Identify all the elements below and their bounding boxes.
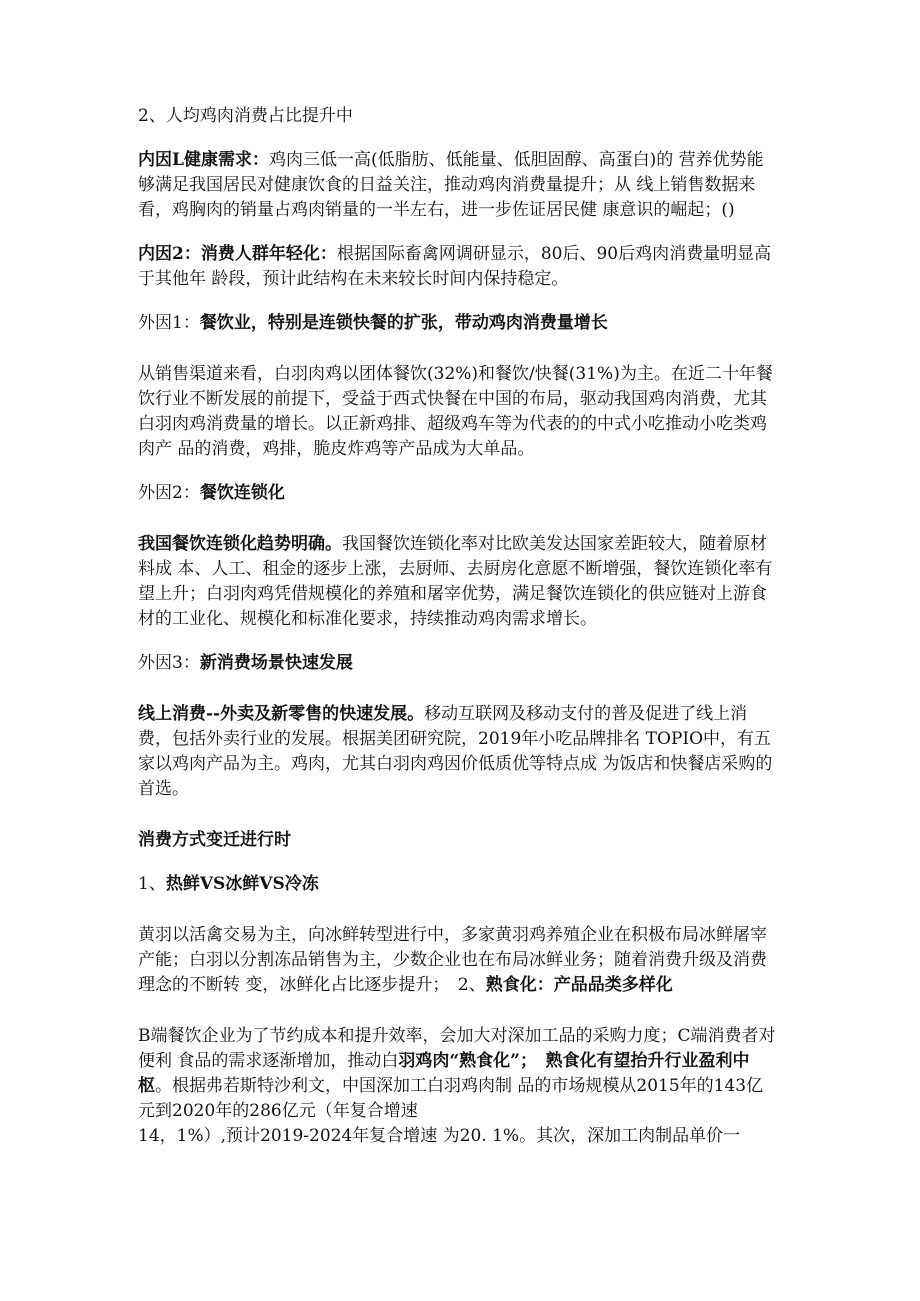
paragraph-sales-channels: 从销售渠道来看，白羽肉鸡以团体餐饮(32%)和餐饮/快餐(31%)为主。在近二十年餐饮行业不断发展的前提下，受益于西式快餐在中国的布局，驱动我国鸡肉消费，尤其白羽肉鸡消费量的增长。以正新鸡排、超级鸡车等为代表的的中式小吃推动小吃类鸡肉产 品的消费，鸡排，脆皮炸鸡等产品成为大单品。	[138, 364, 773, 459]
heading-external-factor-2: 外因2：餐饮连锁化	[138, 483, 285, 503]
document-page	[138, 104, 780, 1149]
paragraph-chain-restaurants	[138, 532, 780, 632]
paragraph-fresh-frozen: 黄羽以活禽交易为主，向冰鲜转型进行中，多家黄羽鸡养殖企业在积极布局冰鲜屠宰产能；白羽以分割冻品销售为主，少数企业也在布局冰鲜业务；随着消费升级及消费理念的不断转 变，冰鲜化占比逐步提升； 2、熟食化：产品品类多样化	[138, 925, 767, 995]
paragraph-body: 移动互联网及移动支付的普及促进了线上消费，包括外卖行业的发展。根据美团研究院，2019年小吃品牌排名 TOPIO中，有五家以鸡肉产品为主。鸡肉，尤其白羽肉鸡因价低质优等特点成 为饭店和快餐店采购的首选。	[138, 704, 773, 799]
paragraph-health-demand	[138, 148, 780, 223]
paragraph-body: 鸡肉三低一高(低脂肪、低能量、低胆固醇、高蛋白)的 营养优势能够满足我国居民对健康饮食的日益关注，推动鸡肉消费量提升；从 线上销售数据来看，鸡胸肉的销量占鸡肉销量的一半左右，进一步佐证居民健 康意识的崛起；()	[138, 150, 764, 220]
paragraph-lead: 内因L健康需求：	[138, 150, 269, 170]
subheading-fresh-vs-frozen: 1、热鲜VS冰鲜VS冷冻	[138, 874, 319, 894]
paragraph-body: 根据国际畜禽网调研显示，80后、90后鸡肉消费量明显高于其他年 龄段，预计此结构在未来较长时间内保持稳定。	[138, 244, 772, 289]
paragraph-lead: 内因2：消费人群年轻化：	[138, 244, 337, 264]
paragraph-lead: 线上消费--外卖及新零售的快速发展。	[138, 704, 425, 724]
paragraph-cooked-food: B端餐饮企业为了节约成本和提升效率，会加大对深加工品的采购力度；C端消费者对便利 食品的需求逐渐增加，推动白羽鸡肉“熟食化”； 熟食化有望抬升行业盈利中枢。根据弗若斯特沙利文，中国深加工白羽鸡肉制 品的市场规模从2015年的143亿元到2020年的286亿元（年复合增速 14，1%）,预计2019-2024年复合增速 为20. 1%。其次，深加工肉制品单价一	[138, 1026, 776, 1146]
paragraph-body: 我国餐饮连锁化率对比欧美发达国家差距较大，随着原材料成 本、人工、租金的逐步上涨，去厨师、去厨房化意愿不断增强，餐饮连锁化率有望上升；白羽肉鸡凭借规模化的养殖和屠宰优势，满足餐饮连锁化的供应链对上游食材的工业化、规模化和标准化要求，持续推动鸡肉需求增长。	[138, 534, 773, 629]
paragraph-online-consumption	[138, 702, 780, 802]
paragraph-younger-consumers	[138, 242, 780, 292]
paragraph-lead: 我国餐饮连锁化趋势明确。	[138, 534, 342, 554]
heading-external-factor-1: 外因1：餐饮业，特别是连锁快餐的扩张，带动鸡肉消费量增长	[138, 313, 608, 333]
section-heading-chicken-share: 2、人均鸡肉消费占比提升中	[138, 106, 353, 126]
heading-external-factor-3: 外因3：新消费场景快速发展	[138, 653, 353, 673]
section-heading-consumption-change: 消费方式变迁进行时	[138, 830, 291, 850]
